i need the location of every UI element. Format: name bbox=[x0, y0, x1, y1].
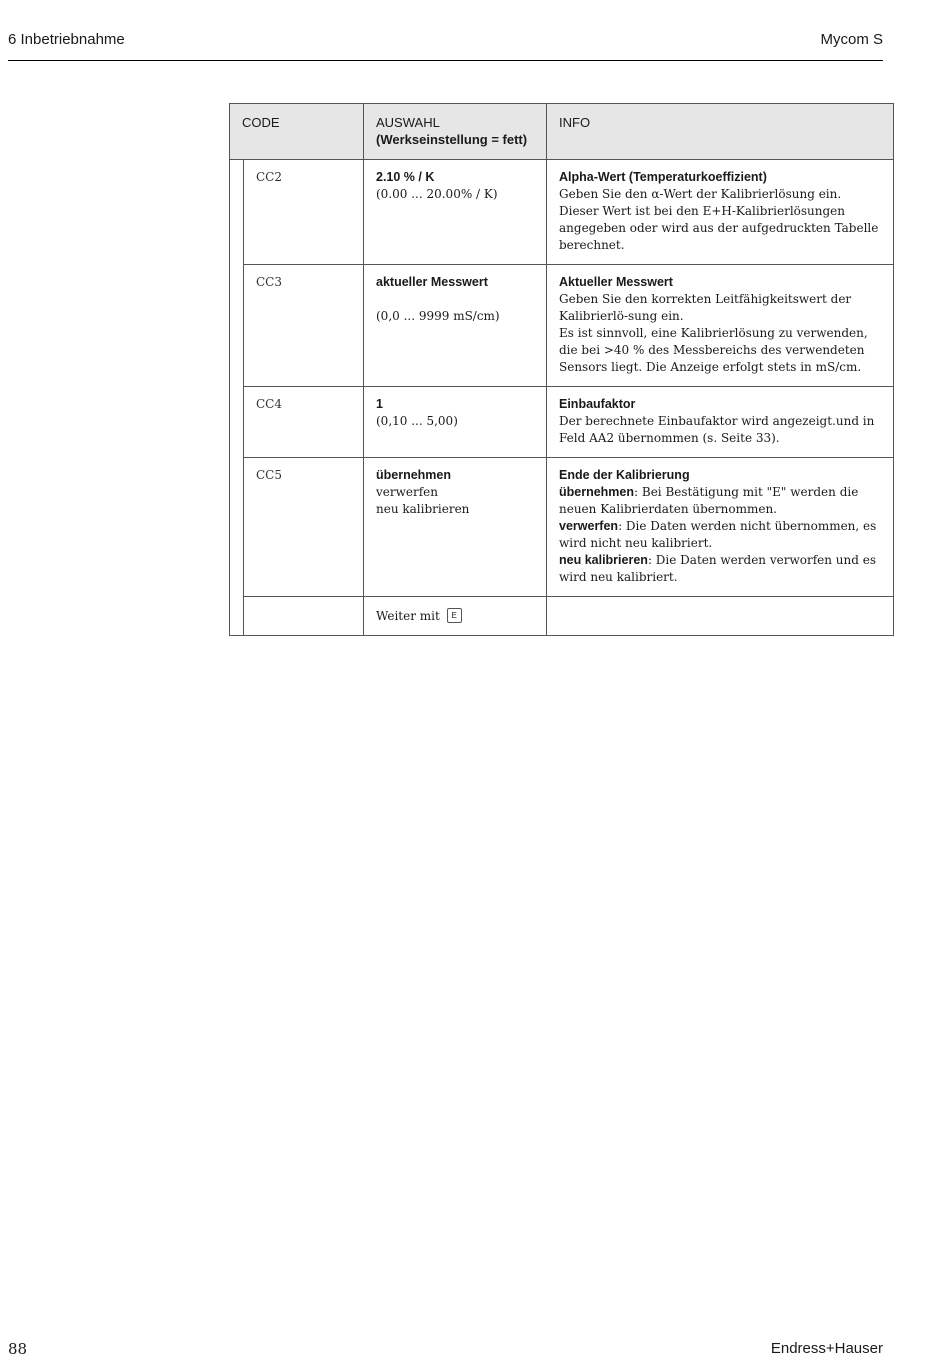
auswahl-cell bbox=[364, 458, 547, 597]
code-cell: CC5 bbox=[244, 458, 364, 597]
code-cell: CC3 bbox=[244, 265, 364, 387]
value-range: (0,0 ... 9999 mS/cm) bbox=[376, 309, 500, 323]
info-cell bbox=[547, 265, 894, 387]
info-title: Alpha-Wert (Temperaturkoeffizient) bbox=[559, 170, 767, 184]
col-header-auswahl-line2: (Werkseinstellung = fett) bbox=[376, 132, 528, 147]
default-value: aktueller Messwert bbox=[376, 275, 488, 289]
default-value: übernehmen bbox=[376, 468, 452, 482]
col-header-auswahl bbox=[364, 104, 547, 160]
default-value: 1 bbox=[376, 397, 383, 411]
table-row bbox=[230, 597, 894, 636]
info-text: neu kalibrieren: Die Daten werden verworfen und es wird neu kalibriert. bbox=[559, 553, 876, 584]
option: neu kalibrieren bbox=[376, 502, 470, 516]
info-cell bbox=[547, 597, 894, 636]
indent-cell bbox=[230, 160, 244, 265]
info-text: Der berechnete Einbaufaktor wird angezeigt.und in Feld AA2 übernommen (s. Seite 33). bbox=[559, 414, 875, 445]
value-range: (0,10 ... 5,00) bbox=[376, 414, 458, 428]
table-header-row bbox=[230, 104, 894, 160]
table-row bbox=[230, 458, 894, 597]
enter-key-icon: E bbox=[447, 608, 462, 623]
indent-cell bbox=[230, 387, 244, 458]
option: verwerfen bbox=[376, 485, 438, 499]
info-title: Einbaufaktor bbox=[559, 397, 636, 411]
info-text: verwerfen: Die Daten werden nicht übernommen, es wird nicht neu kalibriert. bbox=[559, 519, 877, 550]
col-header-info: INFO bbox=[547, 104, 894, 160]
info-text: Geben Sie den α-Wert der Kalibrierlösung ein. Dieser Wert ist bei den E+H-Kalibrierlösungen angegeben oder wird aus der aufgedruckten Tabelle berechnet. bbox=[559, 187, 879, 252]
continue-text: Weiter mit bbox=[376, 609, 440, 623]
indent-cell bbox=[230, 458, 244, 597]
code-cell: CC2 bbox=[244, 160, 364, 265]
info-text: Es ist sinnvoll, eine Kalibrierlösung zu verwenden, die bei >40 % des Messbereichs des verwendeten Sensors liegt. Die Anzeige erfolgt stets in mS/cm. bbox=[559, 326, 868, 374]
info-cell bbox=[547, 458, 894, 597]
info-title: Ende der Kalibrierung bbox=[559, 468, 690, 482]
code-cell: CC4 bbox=[244, 387, 364, 458]
calibration-table bbox=[229, 103, 894, 636]
table-row bbox=[230, 265, 894, 387]
table-row bbox=[230, 160, 894, 265]
table-row bbox=[230, 387, 894, 458]
product-name: Mycom S bbox=[820, 31, 883, 48]
value-range: (0.00 ... 20.00% / K) bbox=[376, 187, 498, 201]
info-title: Aktueller Messwert bbox=[559, 275, 673, 289]
indent-cell bbox=[230, 597, 244, 636]
auswahl-cell bbox=[364, 160, 547, 265]
auswahl-cell bbox=[364, 387, 547, 458]
code-cell bbox=[244, 597, 364, 636]
auswahl-cell bbox=[364, 597, 547, 636]
brand-name: Endress+Hauser bbox=[770, 1340, 883, 1357]
info-text: übernehmen: Bei Bestätigung mit "E" werden die neuen Kalibrierdaten übernommen. bbox=[559, 485, 859, 516]
chapter-heading: 6 Inbetriebnahme bbox=[8, 31, 125, 48]
default-value: 2.10 % / K bbox=[376, 170, 435, 184]
col-header-auswahl-line1: AUSWAHL bbox=[376, 115, 440, 130]
info-text: Geben Sie den korrekten Leitfähigkeitswert der Kalibrierlö-sung ein. bbox=[559, 292, 852, 323]
col-header-code: CODE bbox=[230, 104, 364, 160]
indent-cell bbox=[230, 265, 244, 387]
header-rule bbox=[8, 60, 883, 61]
info-cell bbox=[547, 387, 894, 458]
auswahl-cell bbox=[364, 265, 547, 387]
page-number: 88 bbox=[8, 1340, 28, 1358]
info-cell bbox=[547, 160, 894, 265]
